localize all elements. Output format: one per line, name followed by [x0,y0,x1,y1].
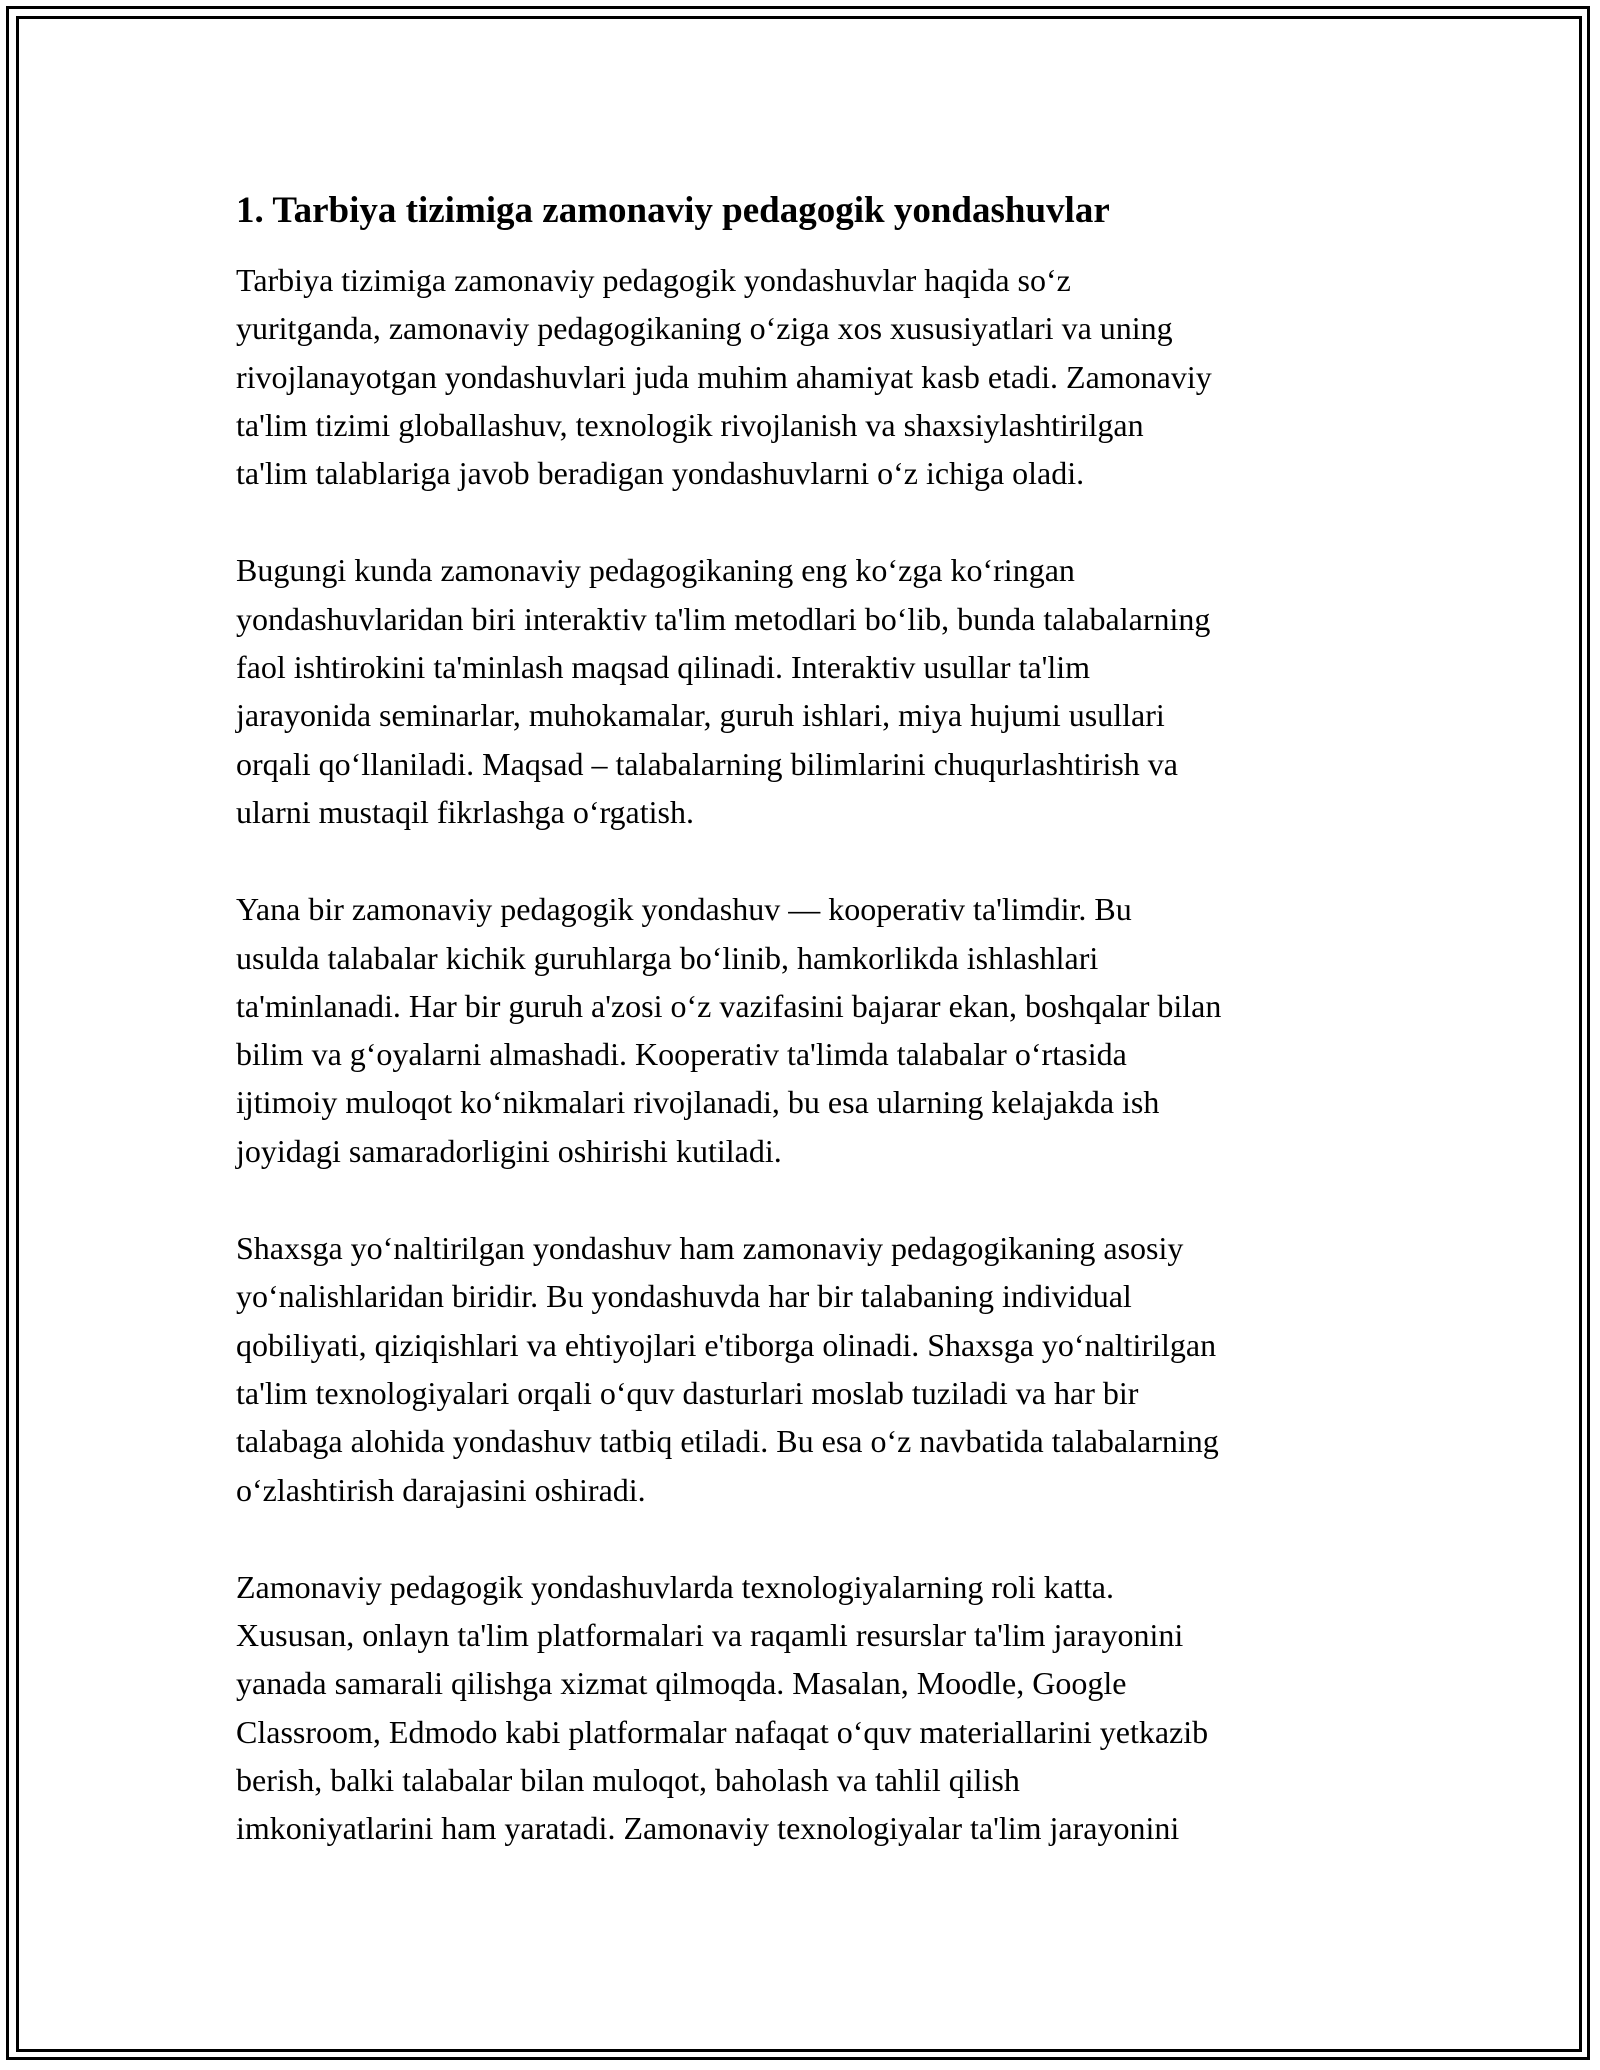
text-line: ta'minlanadi. Har bir guruh a'zosi o‘z vazifasini bajarar ekan, boshqalar bilan [236,987,1222,1024]
text-line: ta'lim texnologiyalari orqali o‘quv dasturlari moslab tuziladi va har bir [236,1374,1139,1411]
text-line: orqali qo‘llaniladi. Maqsad – talabalarning bilimlarini chuqurlashtirish va [236,745,1178,782]
text-line: joyidagi samaradorligini oshirishi kutiladi. [236,1132,782,1169]
text-line: jarayonida seminarlar, muhokamalar, guruh ishlari, miya hujumi usullari [236,697,1165,734]
text-line: Xususan, onlayn ta'lim platformalari va raqamli resurslar ta'lim jarayonini [236,1617,1184,1654]
text-line: rivojlanayotgan yondashuvlari juda muhim ahamiyat kasb etadi. Zamonaviy [236,358,1212,395]
text-line: yuritganda, zamonaviy pedagogikaning o‘ziga xos xususiyatlari va uning [236,310,1173,347]
paragraph-3 [236,885,1366,1175]
text-line: qobiliyati, qiziqishlari va ehtiyojlari e'tiborga olinadi. Shaxsga yo‘naltirilgan [236,1326,1217,1363]
paragraph-4 [236,1224,1366,1514]
section-heading: 1. Tarbiya tizimiga zamonaviy pedagogik yondashuvlar [236,190,1110,231]
paragraph-5 [236,1563,1366,1853]
text-line: ta'lim tizimi globallashuv, texnologik rivojlanish va shaxsiylashtirilgan [236,406,1144,443]
text-line: Yana bir zamonaviy pedagogik yondashuv — kooperativ ta'limdir. Bu [236,891,1132,928]
text-line: Classroom, Edmodo kabi platformalar nafaqat o‘quv materiallarini yetkazib [236,1713,1209,1750]
text-line: faol ishtirokini ta'minlash maqsad qilinadi. Interaktiv usullar ta'lim [236,649,1091,686]
text-line: yondashuvlaridan biri interaktiv ta'lim metodlari bo‘lib, bunda talabalarning [236,600,1211,637]
text-line: ijtimoiy muloqot ko‘nikmalari rivojlanadi, bu esa ularning kelajakda ish [236,1084,1160,1121]
text-line: Shaxsga yo‘naltirilgan yondashuv ham zamonaviy pedagogikaning asosiy [236,1230,1184,1267]
paragraph-1 [236,256,1366,497]
text-line: talabaga alohida yondashuv tatbiq etiladi. Bu esa o‘z navbatida talabalarning [236,1423,1219,1460]
text-line: Zamonaviy pedagogik yondashuvlarda texnologiyalarning roli katta. [236,1568,1114,1605]
text-line: bilim va g‘oyalarni almashadi. Kooperativ ta'limda talabalar o‘rtasida [236,1036,1127,1073]
text-line: o‘zlashtirish darajasini oshiradi. [236,1471,646,1508]
document-body [236,188,1366,1902]
text-line: ularni mustaqil fikrlashga o‘rgatish. [236,793,694,830]
text-line: ta'lim talablariga javob beradigan yondashuvlarni o‘z ichiga oladi. [236,455,1085,492]
text-line: berish, balki talabalar bilan muloqot, baholash va tahlil qilish [236,1762,1020,1799]
text-line: Tarbiya tizimiga zamonaviy pedagogik yondashuvlar haqida so‘z [236,262,1071,298]
text-line: yo‘nalishlaridan biridir. Bu yondashuvda har bir talabaning individual [236,1278,1132,1315]
text-line: imkoniyatlarini ham yaratadi. Zamonaviy texnologiyalar ta'lim jarayonini [236,1810,1180,1847]
paragraph-2 [236,546,1366,836]
text-line: yanada samarali qilishga xizmat qilmoqda. Masalan, Moodle, Google [236,1665,1127,1702]
text-line: usulda talabalar kichik guruhlarga bo‘linib, hamkorlikda ishlashlari [236,939,1099,976]
text-line: Bugungi kunda zamonaviy pedagogikaning eng ko‘zga ko‘ringan [236,552,1075,589]
